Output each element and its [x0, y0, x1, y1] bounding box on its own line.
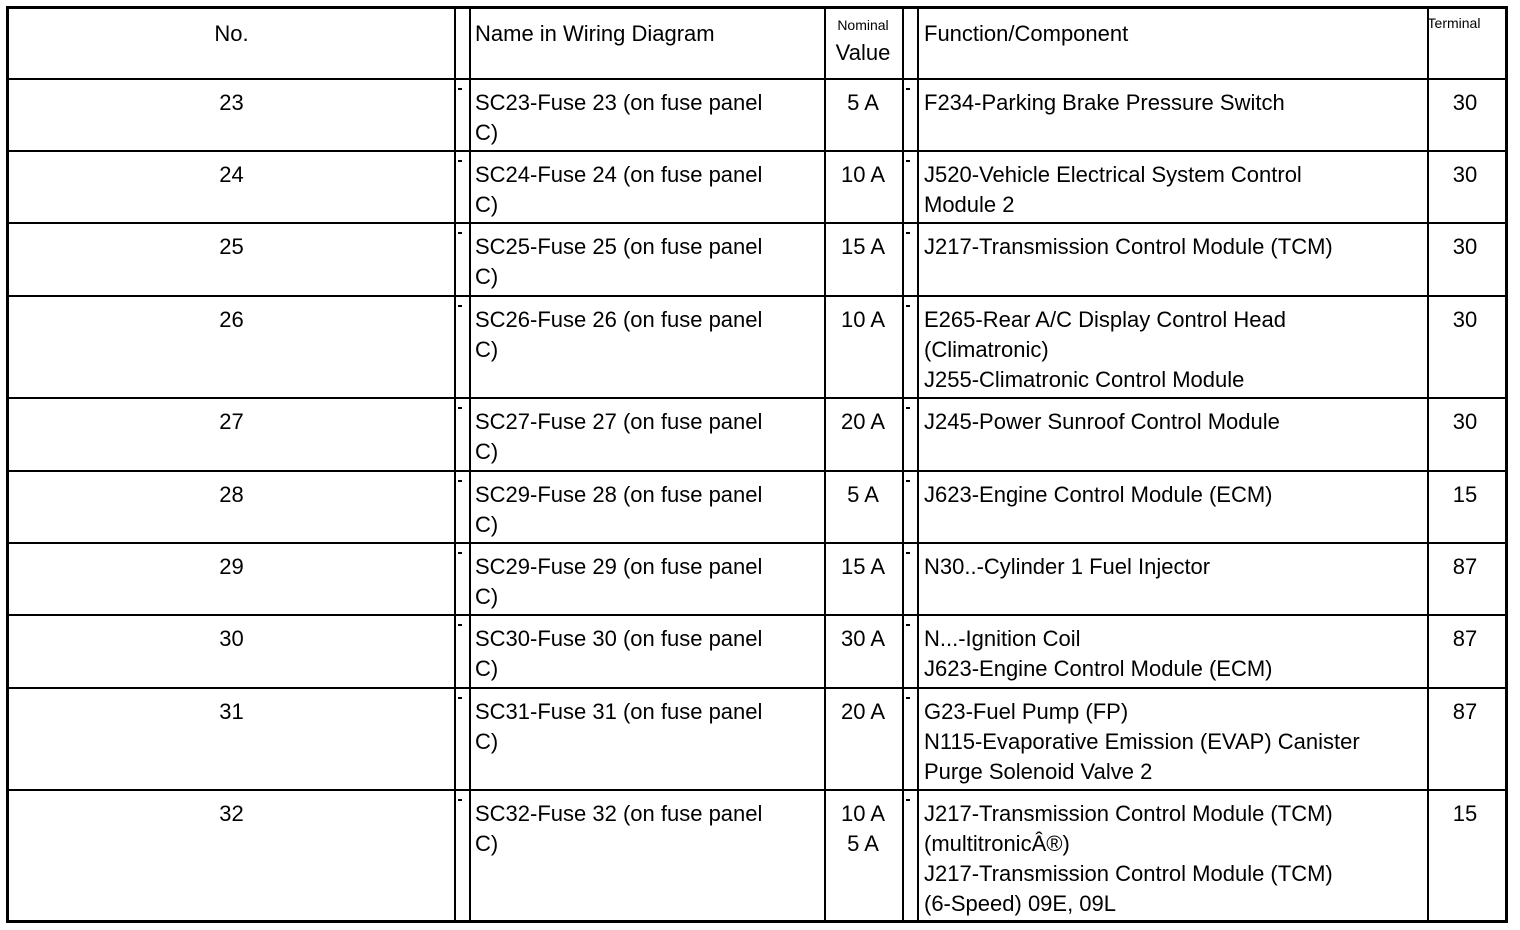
- cell-mark: [906, 160, 910, 162]
- cell-value: 10 A: [840, 162, 886, 187]
- cell-no: 29: [219, 554, 244, 579]
- cell-mark: [458, 232, 462, 234]
- row-divider: [9, 150, 1505, 152]
- cell-mark: [906, 407, 910, 409]
- cell-no: 23: [219, 90, 244, 115]
- cell-function: J217-Transmission Control Module (TCM): [924, 234, 1333, 259]
- row-divider: [9, 687, 1505, 689]
- cell-mark: [906, 232, 910, 234]
- cell-name: SC31-Fuse 31 (on fuse panel C): [475, 699, 763, 754]
- cell-value: 10 A 5 A: [840, 801, 886, 856]
- cell-terminal: 30: [1452, 409, 1478, 434]
- cell-mark: [458, 407, 462, 409]
- cell-mark: [458, 697, 462, 699]
- row-divider: [9, 470, 1505, 472]
- row-divider: [9, 295, 1505, 297]
- header-nominal-bottom: Value: [835, 40, 891, 65]
- cell-mark: [906, 480, 910, 482]
- column-divider: [1427, 9, 1429, 920]
- row-divider: [9, 222, 1505, 224]
- cell-function: J623-Engine Control Module (ECM): [924, 482, 1273, 507]
- cell-terminal: 15: [1452, 482, 1478, 507]
- cell-function: J245-Power Sunroof Control Module: [924, 409, 1280, 434]
- cell-value: 20 A: [840, 409, 886, 434]
- cell-no: 28: [219, 482, 244, 507]
- column-divider: [902, 9, 904, 920]
- cell-function: E265-Rear A/C Display Control Head (Climatronic) J255-Climatronic Control Module: [924, 307, 1286, 392]
- row-divider: [9, 789, 1505, 791]
- cell-value: 20 A: [840, 699, 886, 724]
- cell-name: SC26-Fuse 26 (on fuse panel C): [475, 307, 763, 362]
- cell-terminal: 87: [1452, 626, 1478, 651]
- cell-name: SC29-Fuse 29 (on fuse panel C): [475, 554, 763, 609]
- cell-terminal: 30: [1452, 90, 1478, 115]
- cell-value: 15 A: [840, 554, 886, 579]
- cell-mark: [458, 160, 462, 162]
- cell-no: 25: [219, 234, 244, 259]
- cell-value: 30 A: [840, 626, 886, 651]
- cell-name: SC32-Fuse 32 (on fuse panel C): [475, 801, 763, 856]
- header-name: Name in Wiring Diagram: [475, 21, 715, 46]
- cell-name: SC25-Fuse 25 (on fuse panel C): [475, 234, 763, 289]
- cell-value: 5 A: [847, 90, 879, 115]
- cell-terminal: 30: [1452, 162, 1478, 187]
- cell-mark: [906, 624, 910, 626]
- cell-name: SC27-Fuse 27 (on fuse panel C): [475, 409, 763, 464]
- cell-function: N30..-Cylinder 1 Fuel Injector: [924, 554, 1211, 579]
- fuse-table: [6, 6, 1508, 923]
- row-divider: [9, 397, 1505, 399]
- cell-mark: [458, 552, 462, 554]
- cell-no: 26: [219, 307, 244, 332]
- row-divider: [9, 614, 1505, 616]
- cell-value: 10 A: [840, 307, 886, 332]
- cell-no: 32: [219, 801, 244, 826]
- cell-value: 15 A: [840, 234, 886, 259]
- cell-mark: [906, 697, 910, 699]
- cell-name: SC29-Fuse 28 (on fuse panel C): [475, 482, 763, 537]
- cell-name: SC24-Fuse 24 (on fuse panel C): [475, 162, 763, 217]
- cell-terminal: 87: [1452, 554, 1478, 579]
- cell-function: N...-Ignition Coil J623-Engine Control Module (ECM): [924, 626, 1273, 681]
- column-divider: [824, 9, 826, 920]
- row-divider: [9, 78, 1505, 80]
- cell-name: SC23-Fuse 23 (on fuse panel C): [475, 90, 763, 145]
- cell-terminal: 30: [1452, 234, 1478, 259]
- column-divider: [469, 9, 471, 920]
- cell-no: 27: [219, 409, 244, 434]
- cell-mark: [458, 88, 462, 90]
- cell-no: 24: [219, 162, 244, 187]
- cell-mark: [458, 624, 462, 626]
- header-nominal-top: Nominal: [837, 17, 889, 33]
- cell-function: G23-Fuel Pump (FP) N115-Evaporative Emission (EVAP) Canister Purge Solenoid Valve 2: [924, 699, 1360, 784]
- cell-mark: [458, 480, 462, 482]
- cell-terminal: 30: [1452, 307, 1478, 332]
- cell-mark: [458, 305, 462, 307]
- header-function: Function/Component: [924, 21, 1129, 46]
- cell-terminal: 87: [1452, 699, 1478, 724]
- header-terminal: Terminal: [1427, 15, 1481, 31]
- cell-mark: [458, 799, 462, 801]
- cell-mark: [906, 88, 910, 90]
- cell-function: J217-Transmission Control Module (TCM) (multitronicÂ®) J217-Transmission Control Module (TCM) (6-Speed) 09E, 09L: [924, 801, 1333, 916]
- cell-no: 30: [219, 626, 244, 651]
- cell-value: 5 A: [847, 482, 879, 507]
- header-no: No.: [214, 21, 249, 46]
- cell-mark: [906, 552, 910, 554]
- column-divider: [454, 9, 456, 920]
- cell-mark: [906, 799, 910, 801]
- cell-function: F234-Parking Brake Pressure Switch: [924, 90, 1285, 115]
- cell-no: 31: [219, 699, 244, 724]
- row-divider: [9, 542, 1505, 544]
- cell-name: SC30-Fuse 30 (on fuse panel C): [475, 626, 763, 681]
- cell-terminal: 15: [1452, 801, 1478, 826]
- column-divider: [917, 9, 919, 920]
- cell-mark: [906, 305, 910, 307]
- cell-function: J520-Vehicle Electrical System Control Module 2: [924, 162, 1302, 217]
